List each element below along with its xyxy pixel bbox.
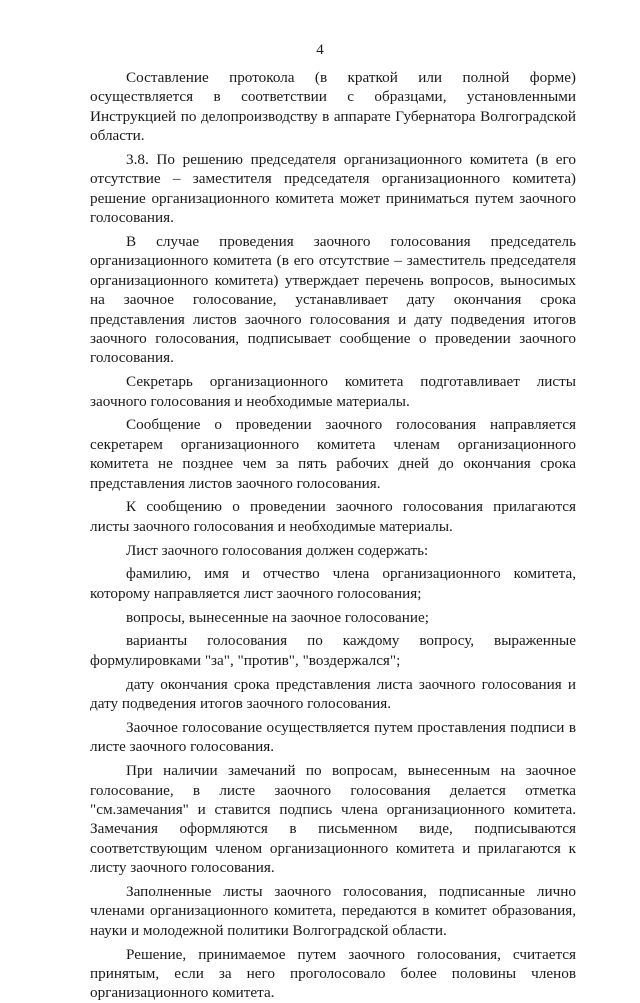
paragraph-notice-attachments: К сообщению о проведении заочного голосования прилагаются листы заочного голосования и необходимые материалы. — [90, 498, 576, 535]
paragraph-ballot-contents: Лист заочного голосования должен содержать: — [126, 541, 429, 559]
paragraph-signature-voting: Заочное голосование осуществляется путем проставления подписи в листе заочного голосования. — [90, 718, 576, 756]
list-item-full-name: фамилию, имя и отчество члена организационного комитета, которому направляется лист заочного голосования; — [90, 565, 576, 602]
list-item-questions: вопросы, вынесенные на заочное голосование; — [126, 608, 429, 626]
list-item-voting-options: варианты голосования по каждому вопросу, выраженные формулировками "за", "против", "воздержался"; — [90, 632, 576, 669]
list-item-deadline: дату окончания срока представления листа заочного голосования и дату подведения итогов заочного голосования. — [90, 675, 576, 713]
paragraph-protocol-drafting: Составление протокола (в краткой или полной форме) осуществляется в соответствии с образцами, установленными Инструкцией по делопроизводству в аппарате Губернатора Волгоградской области. — [90, 69, 576, 145]
paragraph-3-8-absentee-decision: 3.8. По решению председателя организационного комитета (в его отсутствие – заместителя председателя организационного комитета) решение организационного комитета может приниматься путем заочного голосования. — [90, 151, 576, 227]
paragraph-chairman-approves: В случае проведения заочного голосования председатель организационного комитета (в его отсутствие – заместитель председателя организационного комитета) утверждает перечень вопросов, выносимых на заочное голосование, устанавливает дату окончания срока представления листов заочного голосования и дату подведения итогов заочного голосования, подписывает сообщение о проведении заочного голосования. — [90, 233, 576, 367]
document-body — [90, 68, 576, 1003]
paragraph-completed-ballots: Заполненные листы заочного голосования, подписанные лично членами организационного комитета, передаются в комитет образования, науки и молодежной политики Волгоградской области. — [90, 882, 576, 939]
paragraph-secretary-prepares: Секретарь организационного комитета подготавливает листы заочного голосования и необходимые материалы. — [90, 373, 576, 410]
page-number: 4 — [316, 42, 324, 58]
paragraph-notice-sending: Сообщение о проведении заочного голосования направляется секретарем организационного комитета членам организационного комитета не позднее чем за пять рабочих дней до окончания срока представления листов заочного голосования. — [90, 416, 576, 492]
paragraph-decision-adopted: Решение, принимаемое путем заочного голосования, считается принятым, если за него проголосовало более половины членов организационного комитета. — [90, 945, 576, 1002]
paragraph-remarks: При наличии замечаний по вопросам, вынесенным на заочное голосование, в листе заочного голосования делается отметка "см.замечания" и ставится подпись члена организационного комитета. Замечания оформляются в письменном виде, подписываются соответствующим членом организационного комитета и прилагаются к листу заочного голосования. — [90, 762, 576, 877]
